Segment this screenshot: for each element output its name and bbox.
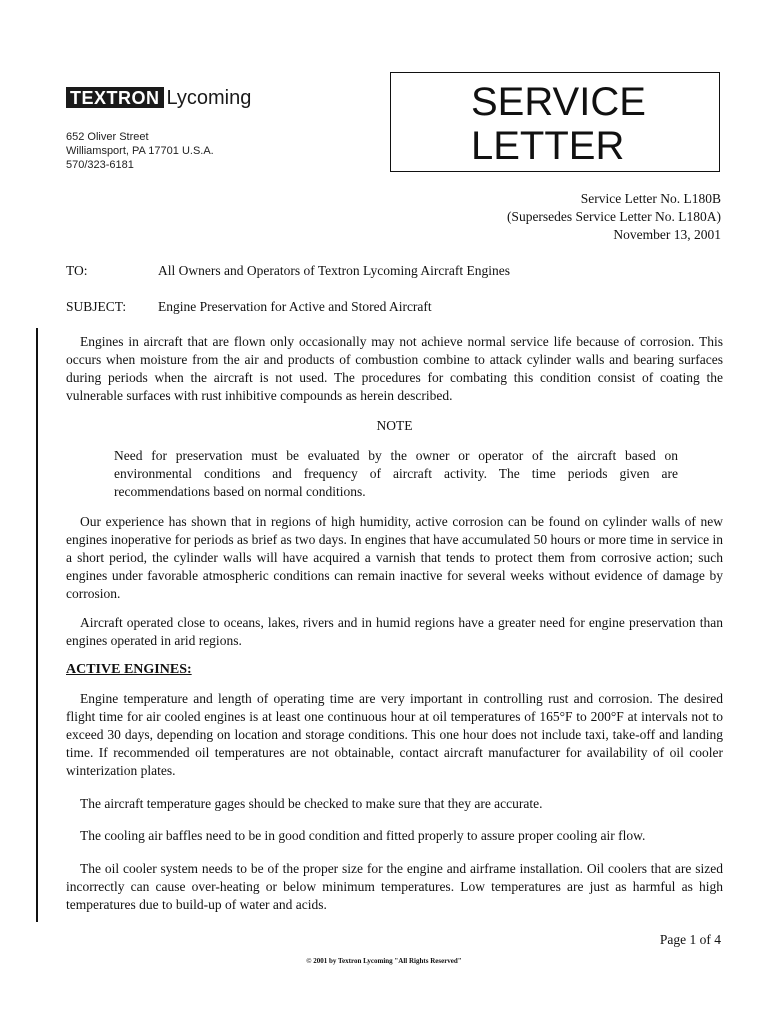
experience-paragraph: Our experience has shown that in regions of high humidity, active corrosion can be found on cylinder walls of new engines inoperative for periods as brief as two days. In engines that have accumulated 50 hours or more time in service in a short period, the cylinder walls will have acquired a varnish that tends to protect them from corrosive action; such engines under favorable atmospheric conditions can remain inactive for several weeks without evidence of damage by corrosion. xyxy=(66,514,723,601)
address-street: 652 Oliver Street xyxy=(66,131,149,143)
to-line xyxy=(66,262,510,280)
humid-regions-paragraph: Aircraft operated close to oceans, lakes, rivers and in humid regions have a greater need for engine preservation than engines operated in arid regions. xyxy=(66,615,723,648)
title-line-letter: LETTER xyxy=(471,124,625,168)
title-line-service: SERVICE xyxy=(471,80,646,124)
note-title: NOTE xyxy=(376,418,413,433)
subject-value: Engine Preservation for Active and Stored Aircraft xyxy=(158,299,432,314)
company-address xyxy=(66,130,214,172)
copyright-notice: © 2001 by Textron Lycoming "All Rights Reserved" xyxy=(306,957,462,965)
intro-paragraph: Engines in aircraft that are flown only occasionally may not achieve normal service life because of corrosion. This occurs when moisture from the air and products of combustion combine to attack cylinder walls and bearing surfaces during periods when the aircraft is not used. The procedures for combating this condition consist of coating the vulnerable surfaces with rust inhibitive compounds as herein described. xyxy=(66,334,723,403)
active-engines-paragraph-2: The aircraft temperature gages should be checked to make sure that they are accurate. xyxy=(80,796,543,811)
service-letter-title xyxy=(471,80,646,168)
company-logo xyxy=(66,87,251,108)
subject-line xyxy=(66,298,432,316)
letter-number: Service Letter No. L180B xyxy=(580,191,721,206)
to-value: All Owners and Operators of Textron Lycoming Aircraft Engines xyxy=(158,263,510,278)
logo-lycoming-text: Lycoming xyxy=(166,86,252,109)
active-engines-paragraph-4: The oil cooler system needs to be of the proper size for the engine and airframe installation. Oil coolers that are sized incorrectly can cause over-heating or below minimum temperatures. Low temperatures are just as harmful as high temperatures due to build-up of water and acids. xyxy=(66,861,723,912)
active-engines-paragraph-1: Engine temperature and length of operating time are very important in controlling rust and corrosion. The desired flight time for air cooled engines is at least one continuous hour at oil temperatures of 165°F to 200°F at intervals not to exceed 30 days, depending on location and storage conditions. This one hour does not include taxi, take-off and landing time. If recommended oil temperatures are not obtainable, contact aircraft manufacturer for availability of oil cooler winterization plates. xyxy=(66,691,723,778)
active-engines-paragraph-3: The cooling air baffles need to be in good condition and fitted properly to assure proper cooling air flow. xyxy=(80,828,646,843)
letter-date: November 13, 2001 xyxy=(613,227,721,242)
active-engines-heading: ACTIVE ENGINES: xyxy=(66,662,192,677)
to-label: TO: xyxy=(66,263,88,278)
address-city: Williamsport, PA 17701 U.S.A. xyxy=(66,145,214,157)
subject-label: SUBJECT: xyxy=(66,299,127,314)
letter-references xyxy=(507,190,721,244)
revision-change-bar xyxy=(36,328,38,922)
supersedes-note: (Supersedes Service Letter No. L180A) xyxy=(506,209,721,224)
logo-textron-box: TEXTRON xyxy=(66,87,164,108)
address-phone: 570/323-6181 xyxy=(66,159,134,171)
page-number: Page 1 of 4 xyxy=(659,932,721,947)
note-body: Need for preservation must be evaluated by the owner or operator of the aircraft based on environmental conditions and frequency of aircraft activity. The time periods given are recommendations based on normal conditions. xyxy=(114,448,678,499)
